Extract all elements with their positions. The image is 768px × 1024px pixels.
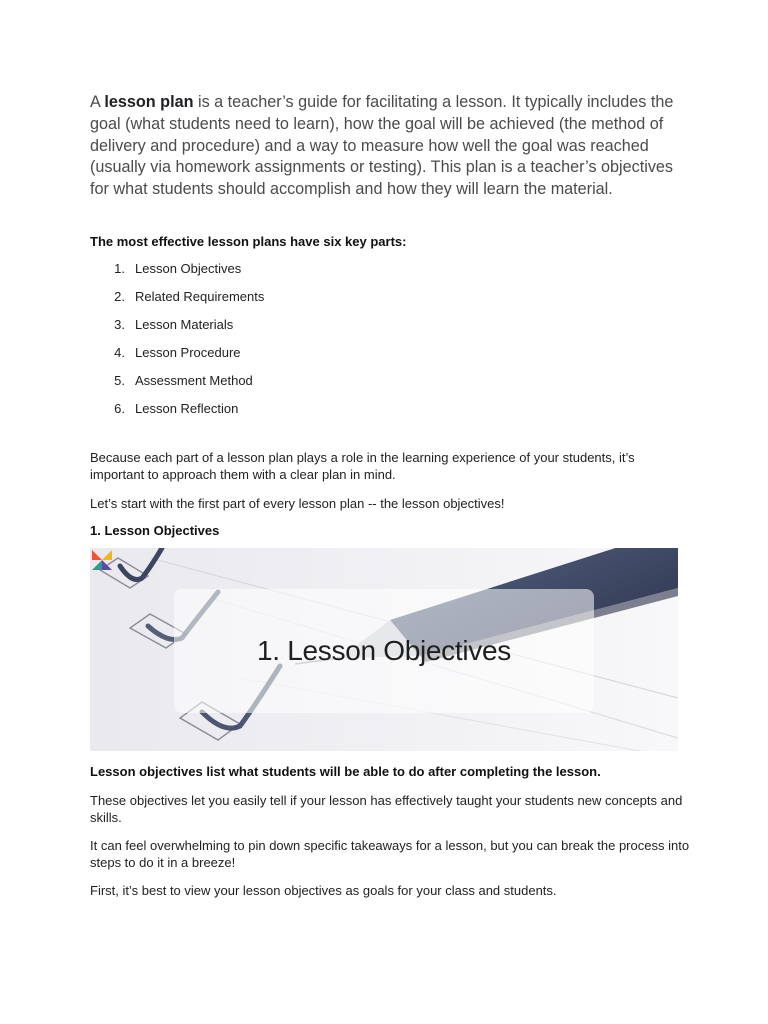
list-item xyxy=(90,316,264,344)
list-item-label: Lesson Reflection xyxy=(135,401,239,416)
intro-rest: is a teacher’s guide for facilitating a lesson. It typically includes the goal (what students need to learn), how the goal will be achieved (the method of delivery and procedure) and a way to measure how well the goal was reached (usually via homework assignments or testing). This plan is a teacher’s objectives for what students should accomplish and how they will learn the material. xyxy=(90,93,674,199)
list-item-number: 2. xyxy=(114,289,125,304)
list-item xyxy=(90,260,264,288)
first-paragraph: First, it’s best to view your lesson objectives as goals for your class and students. xyxy=(90,883,557,898)
list-item-number: 1. xyxy=(114,261,125,276)
list-item xyxy=(90,400,264,428)
list-item-number: 5. xyxy=(114,373,125,388)
list-item-label: Related Requirements xyxy=(135,289,265,304)
role-paragraph: Because each part of a lesson plan plays a role in the learning experience of your students, it’s important to approach them with a clear plan in mind. xyxy=(90,450,635,482)
list-item-label: Assessment Method xyxy=(135,373,253,388)
intro-prefix: A xyxy=(90,93,105,111)
list-item xyxy=(90,344,264,372)
list-item-number: 3. xyxy=(114,317,125,332)
start-paragraph: Let’s start with the first part of every lesson plan -- the lesson objectives! xyxy=(90,496,505,511)
section-heading: 1. Lesson Objectives xyxy=(90,523,220,538)
list-item-number: 6. xyxy=(114,401,125,416)
banner-title: 1. Lesson Objectives xyxy=(257,635,511,666)
list-item-label: Lesson Materials xyxy=(135,317,234,332)
list-item xyxy=(90,288,264,316)
key-parts-list xyxy=(90,260,264,428)
objectives-heading: Lesson objectives list what students will be able to do after completing the lesson. xyxy=(90,764,601,779)
list-item-label: Lesson Objectives xyxy=(135,261,242,276)
key-parts-heading: The most effective lesson plans have six key parts: xyxy=(90,234,407,249)
intro-paragraph xyxy=(90,92,690,201)
lesson-objectives-banner xyxy=(90,548,678,751)
list-item xyxy=(90,372,264,400)
banner-title-card xyxy=(174,589,594,713)
brand-logo-icon xyxy=(90,548,114,572)
overwhelm-paragraph: It can feel overwhelming to pin down specific takeaways for a lesson, but you can break the process into steps to do it in a breeze! xyxy=(90,838,690,870)
objectives-paragraph: These objectives let you easily tell if your lesson has effectively taught your students new concepts and skills. xyxy=(90,793,683,825)
list-item-label: Lesson Procedure xyxy=(135,345,241,360)
intro-term: lesson plan xyxy=(104,93,194,111)
list-item-number: 4. xyxy=(114,345,125,360)
